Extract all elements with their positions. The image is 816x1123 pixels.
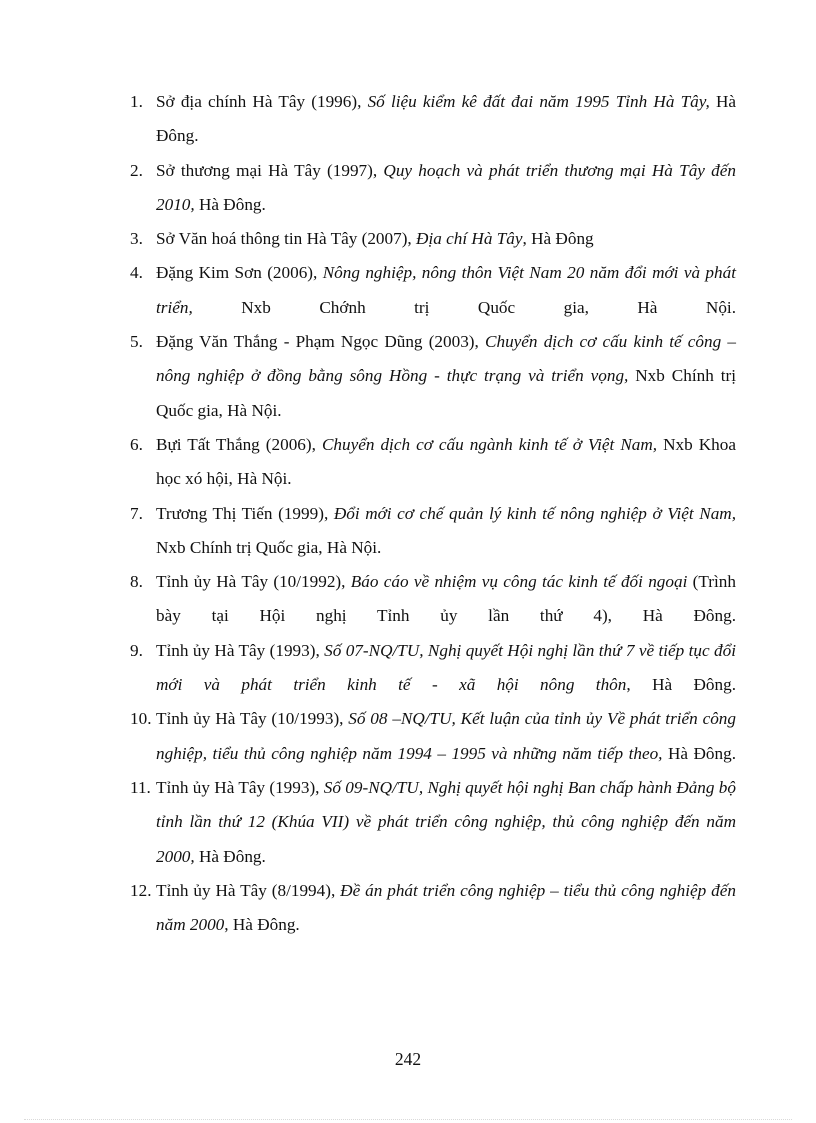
reference-publisher: , Hà Đông — [522, 229, 594, 249]
reference-number: 2. — [130, 160, 143, 180]
reference-number: 12. — [130, 880, 152, 900]
reference-title: Đề án phát triển công nghiệp – tiểu thủ công nghiệp đến năm 2000 — [156, 880, 736, 935]
reference-number: 4. — [130, 263, 143, 283]
reference-author: Tỉnh ủy Hà Tây (8/1994), — [156, 880, 341, 900]
reference-item — [130, 428, 736, 497]
reference-number: 5. — [130, 332, 143, 352]
reference-item — [130, 256, 736, 325]
reference-number: 7. — [130, 503, 143, 523]
reference-publisher: , Hà Đông. — [626, 675, 736, 695]
reference-item — [130, 702, 736, 771]
reference-author: Sở thương mại Hà Tây (1997), — [156, 160, 384, 180]
reference-title: Số liệu kiểm kê đất đai năm 1995 Tỉnh Hà Tây, — [367, 92, 710, 111]
reference-item — [130, 222, 736, 256]
reference-publisher: Hà Đông. — [662, 743, 736, 763]
reference-title: Số 08 –NQ/TU, Kết luận của tỉnh ủy Về phát triển công nghiệp, tiểu thủ công nghiệp năm 1994 – 1995 và những năm tiếp theo, — [156, 709, 736, 763]
reference-author: Sở địa chính Hà Tây (1996), — [156, 92, 368, 111]
reference-publisher: (Trình bày tại Hội nghị Tỉnh ủy lần thứ 4), Hà Đông. — [156, 572, 736, 626]
reference-publisher: Nxb Khoa học xó hội, Hà Nội. — [156, 434, 736, 489]
reference-item — [130, 771, 736, 874]
reference-author: Tỉnh ủy Hà Tây (10/1992), — [156, 572, 351, 592]
reference-publisher: Hà Đông. — [194, 194, 266, 214]
reference-title: Báo cáo về nhiệm vụ công tác kinh tế đối ngoại — [350, 572, 688, 592]
reference-number: 1. — [130, 92, 143, 111]
reference-publisher: Nxb Chớnh trị Quốc gia, Hà Nội. — [192, 297, 736, 317]
reference-item — [130, 85, 736, 154]
reference-author: Trương Thị Tiến (1999), — [156, 503, 334, 523]
reference-publisher: Nxb Chính trị Quốc gia, Hà Nội. — [156, 537, 382, 557]
reference-author: Tỉnh ủy Hà Tây (10/1993), — [156, 709, 349, 729]
reference-author: Đặng Kim Sơn (2006), — [156, 263, 323, 283]
reference-publisher: Nxb Chính trị Quốc gia, Hà Nội. — [156, 366, 736, 420]
reference-title: Số 09-NQ/TU, Nghị quyết hội nghị Ban chấp hành Đảng bộ tỉnh lần thứ 12 (Khúa VII) về phát triển công nghiệp, thủ công nghiệp đến năm 2000, — [156, 777, 736, 866]
reference-author: Bựi Tất Thắng (2006), — [156, 434, 322, 454]
reference-number: 10. — [130, 709, 152, 729]
reference-author: Tỉnh ủy Hà Tây (1993), — [156, 640, 325, 660]
page-number: 242 — [394, 1049, 422, 1069]
reference-item — [130, 325, 736, 428]
reference-number: 3. — [130, 229, 143, 249]
page-bottom-divider — [24, 1119, 792, 1120]
reference-item — [130, 565, 736, 634]
reference-title: Số 07-NQ/TU, Nghị quyết Hội nghị lần thứ 7 về tiếp tục đổi mới và phát triển kinh tế - xã hội nông thôn — [156, 640, 736, 695]
reference-item — [130, 154, 736, 223]
reference-title: Đổi mới cơ chế quản lý kinh tế nông nghiệp ở Việt Nam, — [333, 503, 736, 523]
reference-number: 11. — [130, 777, 151, 797]
reference-number: 6. — [130, 434, 143, 454]
reference-author: Đặng Văn Thắng - Phạm Ngọc Dũng (2003), — [156, 332, 486, 352]
reference-number: 8. — [130, 572, 143, 592]
reference-author: Sở Văn hoá thông tin Hà Tây (2007), — [156, 229, 417, 249]
reference-item — [130, 634, 736, 703]
reference-list — [130, 85, 736, 942]
reference-publisher: Hà Đông. — [156, 92, 736, 146]
reference-title: Nông nghiệp, nông thôn Việt Nam 20 năm đổi mới và phát triển, — [156, 263, 736, 317]
reference-item — [130, 874, 736, 943]
reference-item — [130, 497, 736, 566]
reference-author: Tỉnh ủy Hà Tây (1993), — [156, 777, 324, 797]
reference-title: Chuyển dịch cơ cấu ngành kinh tế ở Việt Nam, — [321, 434, 658, 454]
reference-publisher: , Hà Đông. — [224, 915, 300, 935]
reference-title: Chuyển dịch cơ cấu kinh tế công – nông nghiệp ở đồng bằng sông Hồng - thực trạng và triển vọng, — [156, 332, 736, 386]
reference-title: Quy hoạch và phát triển thương mại Hà Tây đến 2010, — [156, 160, 736, 214]
reference-title: Địa chí Hà Tây — [416, 229, 523, 249]
reference-publisher: Hà Đông. — [194, 846, 266, 866]
reference-number: 9. — [130, 640, 143, 660]
